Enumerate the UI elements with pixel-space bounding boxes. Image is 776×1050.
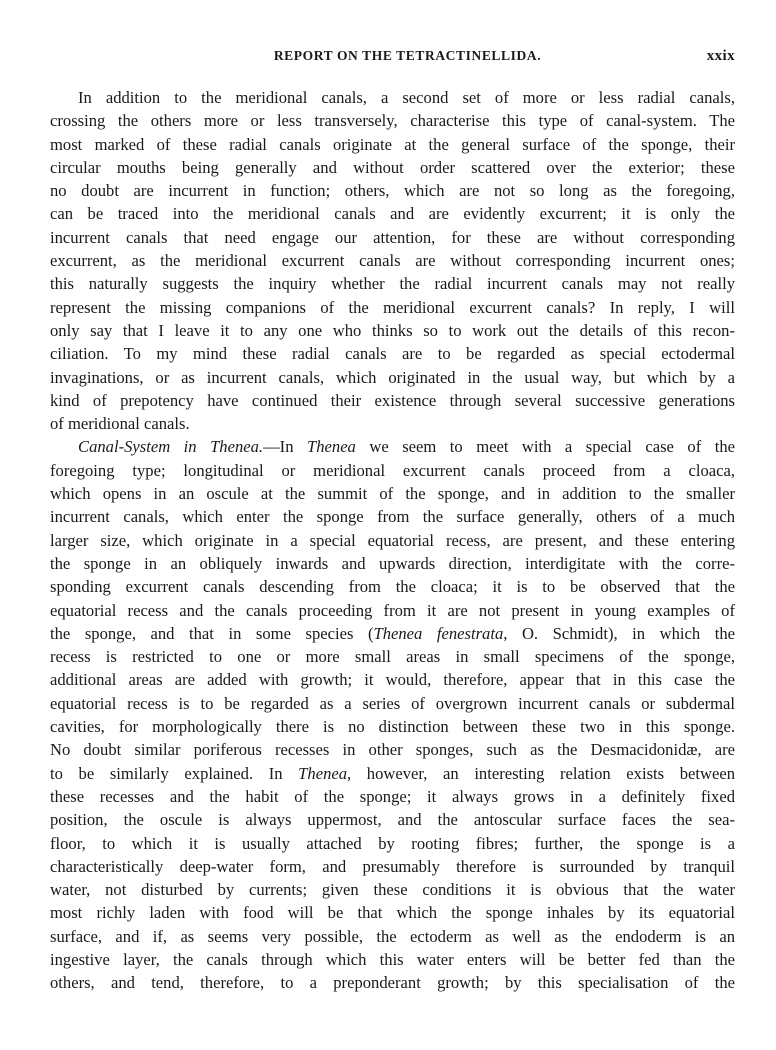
text-line: recess is restricted to one or more small areas in small specimens of the sponge, — [50, 647, 735, 667]
text-line: circular mouths being generally and without order scattered over the exterior; these — [50, 157, 735, 177]
body-text — [50, 86, 735, 995]
text-line: No doubt similar poriferous recesses in other sponges, such as the Desmacidonidæ, are — [50, 740, 735, 760]
text-line: foregoing type; longitudinal or meridional excurrent canals proceed from a cloaca, — [50, 460, 735, 480]
text-line: water, not disturbed by currents; given these conditions it is obvious that the water — [50, 880, 735, 900]
text-line: of meridional canals. — [50, 414, 190, 434]
text-line: additional areas are added with growth; it would, therefore, appear that in this case the — [50, 670, 735, 690]
paragraph-1 — [50, 86, 735, 435]
paragraph-2 — [50, 435, 735, 994]
text-line: only say that I leave it to any one who thinks so to work out the details of this recon- — [50, 320, 735, 340]
text-line: characteristically deep-water form, and presumably therefore is surrounded by tranquil — [50, 856, 735, 876]
text-line: equatorial recess is to be regarded as a series of overgrown incurrent canals or subdermal — [50, 693, 735, 713]
text-line: equatorial recess and the canals proceeding from it are not present in young examples of — [50, 600, 735, 620]
text-line: incurrent canals, which enter the sponge from the surface generally, others of a much — [50, 507, 735, 527]
text-line: kind of prepotency have continued their existence through several successive generations — [50, 390, 735, 410]
text-line: no doubt are incurrent in function; others, which are not so long as the foregoing, — [50, 181, 735, 201]
text-line: most marked of these radial canals originate at the general surface of the sponge, their — [50, 134, 735, 154]
text-line: this naturally suggests the inquiry whether the radial incurrent canals may not really — [50, 274, 735, 294]
text-line: which opens in an oscule at the summit of the sponge, and in addition to the smaller — [50, 484, 735, 504]
text-line: In addition to the meridional canals, a second set of more or less radial canals, — [78, 88, 735, 107]
text-line: incurrent canals that need engage our attention, for these are without corresponding — [50, 227, 735, 247]
text-line: Canal-System in Thenea.—In Thenea we seem to meet with a special case of the — [78, 437, 735, 457]
text-line: the sponge in an obliquely inwards and upwards direction, interdigitate with the corre- — [50, 553, 735, 573]
page-number: xxix — [706, 48, 735, 64]
text-line: crossing the others more or less transversely, characterise this type of canal-system. The — [50, 111, 735, 131]
text-line: surface, and if, as seems very possible, the ectoderm as well as the endoderm is an — [50, 926, 735, 946]
text-line: larger size, which originate in a special equatorial recess, are present, and these entering — [50, 530, 735, 550]
text-line: position, the oscule is always uppermost, and the antoscular surface faces the sea- — [50, 810, 735, 830]
text-line: the sponge, and that in some species (Thenea fenestrata, O. Schmidt), in which the — [50, 623, 735, 643]
text-line: invaginations, or as incurrent canals, which originated in the usual way, but which by a — [50, 367, 735, 387]
running-title: REPORT ON THE TETRACTINELLIDA. — [273, 48, 542, 63]
text-line: floor, to which it is usually attached by rooting fibres; further, the sponge is a — [50, 833, 735, 853]
text-line: cavities, for morphologically there is no distinction between these two in this sponge. — [50, 717, 735, 737]
text-line: these recesses and the habit of the sponge; it always grows in a definitely fixed — [50, 786, 735, 806]
running-header — [50, 48, 735, 68]
text-line: most richly laden with food will be that which the sponge inhales by its equatorial — [50, 903, 735, 923]
text-line: can be traced into the meridional canals and are evidently excurrent; it is only the — [50, 204, 735, 224]
text-line: others, and tend, therefore, to a preponderant growth; by this specialisation of the — [50, 973, 735, 993]
section-heading-italic: Canal-System in Thenea. — [78, 437, 264, 457]
text-line: sponding excurrent canals descending from the cloaca; it is to be observed that the — [50, 577, 735, 597]
text-line: represent the missing companions of the meridional excurrent canals? In reply, I will — [50, 297, 735, 317]
text-line: excurrent, as the meridional excurrent canals are without corresponding incurrent ones; — [50, 251, 735, 271]
text-line: ciliation. To my mind these radial canals are to be regarded as special ectodermal — [50, 344, 735, 364]
text-line: to be similarly explained. In Thenea, however, an interesting relation exists between — [50, 763, 735, 783]
text-line: ingestive layer, the canals through which this water enters will be better fed than the — [50, 949, 735, 969]
